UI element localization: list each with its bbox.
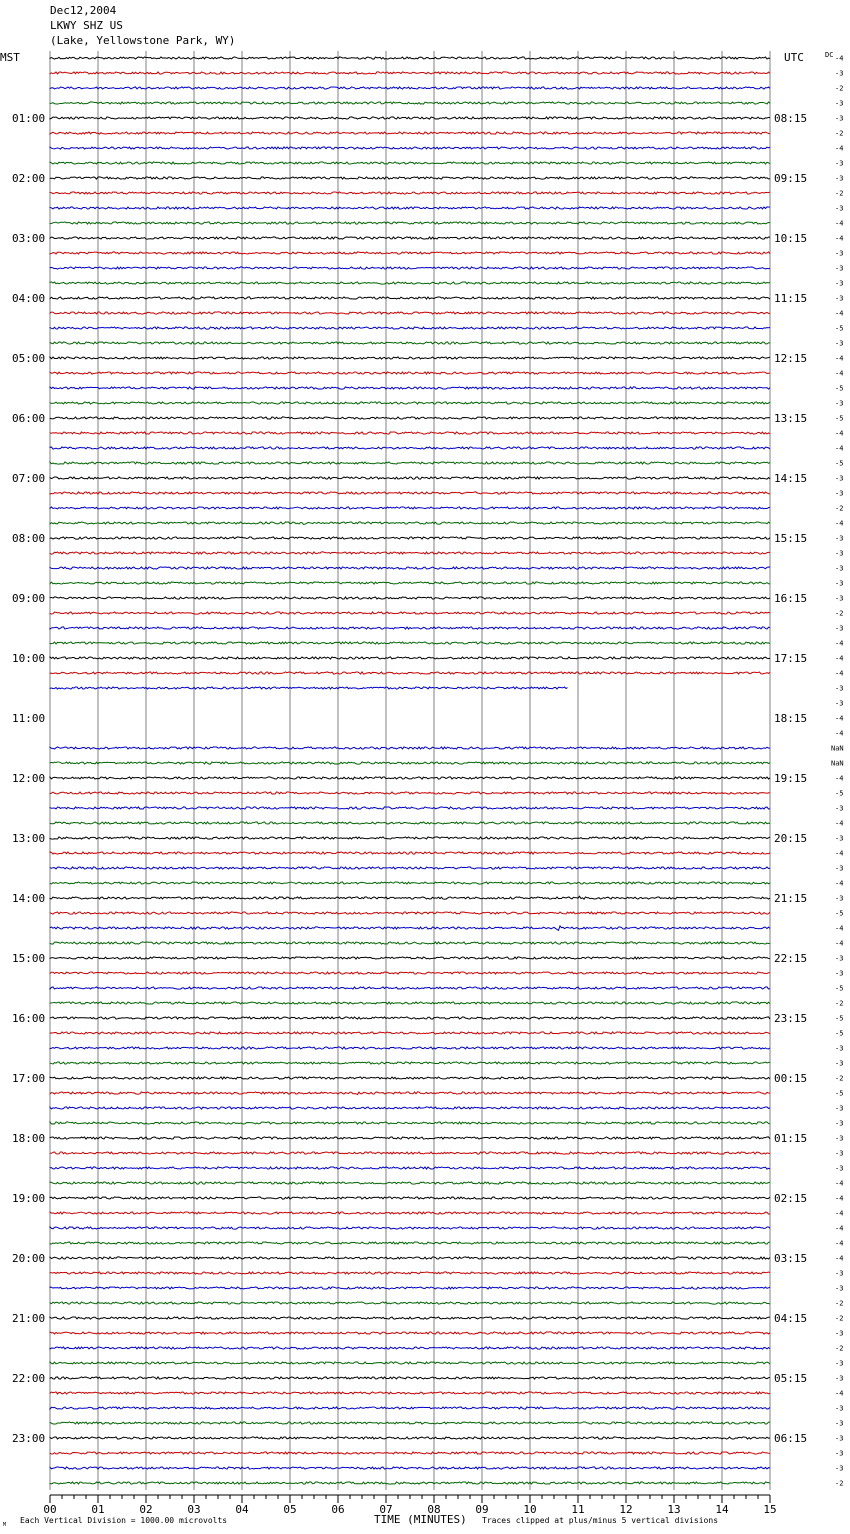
dc-offset-label: -3 bbox=[835, 264, 844, 273]
seismic-trace bbox=[50, 537, 770, 539]
seismic-trace bbox=[50, 912, 770, 914]
seismic-trace bbox=[50, 222, 770, 224]
station-code: LKWY SHZ US bbox=[50, 19, 123, 32]
dc-offset-label: -3 bbox=[835, 1329, 844, 1338]
dc-offset-label: -4 bbox=[835, 669, 844, 678]
hour-label-left: 16:00 bbox=[12, 1012, 46, 1025]
seismic-trace bbox=[50, 1047, 770, 1049]
dc-offset-label: -3 bbox=[835, 159, 844, 168]
dc-offset-label: -3 bbox=[835, 399, 844, 408]
seismic-trace bbox=[50, 1122, 770, 1124]
seismic-trace bbox=[50, 1302, 770, 1304]
x-tick-label: 10 bbox=[523, 1503, 537, 1516]
seismic-trace bbox=[50, 1257, 770, 1259]
hour-label-left: 13:00 bbox=[12, 832, 46, 845]
dc-offset-label: -3 bbox=[835, 534, 844, 543]
dc-offset-label: -4 bbox=[835, 924, 844, 933]
seismic-trace bbox=[50, 597, 770, 599]
seismic-trace bbox=[50, 1227, 770, 1229]
right-axis-label: UTC bbox=[784, 51, 804, 64]
dc-offset-label: -4 bbox=[835, 1194, 844, 1203]
clip-note: Traces clipped at plus/minus 5 vertical divisions bbox=[482, 1516, 719, 1525]
dc-offset-label: -3 bbox=[835, 1269, 844, 1278]
seismic-trace bbox=[50, 567, 770, 569]
dc-offset-label: -4 bbox=[835, 1209, 844, 1218]
dc-offset-label: -4 bbox=[835, 849, 844, 858]
axis-label-group bbox=[0, 51, 844, 1528]
dc-offset-label: -4 bbox=[835, 654, 844, 663]
hour-label-right: 00:15 bbox=[774, 1072, 808, 1085]
hour-label-right: 11:15 bbox=[774, 292, 808, 305]
dc-offset-label: -3 bbox=[835, 1449, 844, 1458]
dc-offset-label: -2 bbox=[835, 129, 844, 138]
seismic-trace bbox=[50, 1062, 770, 1064]
dc-offset-label: -3 bbox=[835, 894, 844, 903]
dc-offset-label: -3 bbox=[835, 549, 844, 558]
dc-offset-label: -5 bbox=[835, 414, 844, 423]
dc-offset-label: -3 bbox=[835, 99, 844, 108]
dc-offset-label: -3 bbox=[835, 1284, 844, 1293]
dc-offset-label: -4 bbox=[835, 444, 844, 453]
seismic-trace bbox=[50, 522, 770, 525]
seismic-trace bbox=[50, 687, 568, 689]
seismic-trace bbox=[50, 57, 770, 59]
seismic-trace bbox=[50, 1287, 770, 1289]
dc-offset-label: -4 bbox=[835, 369, 844, 378]
dc-offset-label: -3 bbox=[835, 1374, 844, 1383]
seismic-trace bbox=[50, 297, 770, 299]
seismic-trace bbox=[50, 237, 770, 239]
dc-offset-label: -2 bbox=[835, 84, 844, 93]
left-axis-label: MST bbox=[0, 51, 20, 64]
dc-offset-label: -3 bbox=[835, 1044, 844, 1053]
seismic-trace bbox=[50, 1452, 770, 1454]
dc-offset-label: -3 bbox=[835, 684, 844, 693]
dc-offset-label: -5 bbox=[835, 789, 844, 798]
hour-label-right: 22:15 bbox=[774, 952, 808, 965]
hour-label-left: 20:00 bbox=[12, 1252, 46, 1265]
dc-offset-label: -3 bbox=[835, 954, 844, 963]
seismic-trace bbox=[50, 327, 770, 329]
seismic-trace bbox=[50, 372, 770, 374]
dc-offset-label: -2 bbox=[835, 999, 844, 1008]
hour-label-left: 02:00 bbox=[12, 172, 46, 185]
seismic-trace bbox=[50, 417, 770, 419]
dc-offset-label: -3 bbox=[835, 804, 844, 813]
hour-label-left: 23:00 bbox=[12, 1432, 46, 1445]
x-tick-label: 05 bbox=[283, 1503, 297, 1516]
dc-offset-label: -3 bbox=[835, 1149, 844, 1158]
seismic-trace bbox=[50, 957, 770, 959]
station-location: (Lake, Yellowstone Park, WY) bbox=[50, 34, 236, 47]
dc-offset-label: -3 bbox=[835, 114, 844, 123]
hour-label-right: 01:15 bbox=[774, 1132, 808, 1145]
seismic-trace bbox=[50, 1467, 770, 1469]
hour-label-left: 07:00 bbox=[12, 472, 46, 485]
hour-label-left: 03:00 bbox=[12, 232, 46, 245]
hour-label-right: 13:15 bbox=[774, 412, 808, 425]
dc-offset-label: -2 bbox=[835, 189, 844, 198]
dc-offset-label: -4 bbox=[835, 879, 844, 888]
seismic-trace bbox=[50, 1137, 770, 1139]
dc-offset-label: -3 bbox=[835, 1359, 844, 1368]
dc-offset-label: -3 bbox=[835, 834, 844, 843]
dc-offset-label: -4 bbox=[835, 774, 844, 783]
hour-label-left: 15:00 bbox=[12, 952, 46, 965]
seismic-trace bbox=[50, 492, 770, 494]
hour-label-left: 22:00 bbox=[12, 1372, 46, 1385]
hour-label-right: 08:15 bbox=[774, 112, 808, 125]
dc-offset-label: -3 bbox=[835, 1419, 844, 1428]
seismic-trace bbox=[50, 1392, 770, 1394]
x-axis-title: TIME (MINUTES) bbox=[374, 1513, 467, 1526]
dc-offset-label: -3 bbox=[835, 1164, 844, 1173]
dc-offset-label: -2 bbox=[835, 1479, 844, 1488]
seismic-trace bbox=[50, 507, 770, 509]
seismic-trace bbox=[50, 1482, 770, 1484]
seismic-trace bbox=[50, 837, 770, 839]
hour-label-left: 10:00 bbox=[12, 652, 46, 665]
seismic-trace bbox=[50, 1197, 770, 1199]
dc-offset-label: -4 bbox=[835, 234, 844, 243]
dc-offset-label: -3 bbox=[835, 69, 844, 78]
dc-offset-label: -3 bbox=[835, 1119, 844, 1128]
dc-offset-label: -2 bbox=[835, 1299, 844, 1308]
hour-label-left: 17:00 bbox=[12, 1072, 46, 1085]
dc-offset-label: -3 bbox=[835, 1059, 844, 1068]
seismic-trace bbox=[50, 267, 770, 269]
hour-label-right: 17:15 bbox=[774, 652, 808, 665]
seismic-trace bbox=[50, 87, 770, 89]
seismic-trace bbox=[50, 1017, 770, 1019]
dc-offset-label: -2 bbox=[835, 609, 844, 618]
seismic-trace bbox=[50, 867, 770, 869]
dc-offset-label: -3 bbox=[835, 294, 844, 303]
seismic-trace bbox=[50, 1422, 770, 1424]
seismic-trace bbox=[50, 1167, 770, 1169]
dc-offset-label: -4 bbox=[835, 309, 844, 318]
dc-offset-label: -5 bbox=[835, 459, 844, 468]
seismic-trace bbox=[50, 1002, 770, 1004]
hour-label-right: 12:15 bbox=[774, 352, 808, 365]
hour-label-left: 18:00 bbox=[12, 1132, 46, 1145]
hour-label-right: 03:15 bbox=[774, 1252, 808, 1265]
hour-label-right: 06:15 bbox=[774, 1432, 808, 1445]
hour-label-left: 01:00 bbox=[12, 112, 46, 125]
dc-offset-label: -3 bbox=[835, 339, 844, 348]
dc-offset-label: -3 bbox=[835, 1434, 844, 1443]
dc-offset-label: -3 bbox=[835, 489, 844, 498]
dc-offset-label: -3 bbox=[835, 174, 844, 183]
seismic-trace bbox=[50, 762, 770, 764]
dc-offset-label: -3 bbox=[835, 1134, 844, 1143]
x-tick-label: 15 bbox=[763, 1503, 777, 1516]
hour-label-right: 05:15 bbox=[774, 1372, 808, 1385]
dc-offset-label: -4 bbox=[835, 1254, 844, 1263]
dc-label: DC bbox=[825, 51, 834, 59]
x-tick-label: 06 bbox=[331, 1503, 345, 1516]
seismic-trace bbox=[50, 1377, 770, 1379]
seismic-trace bbox=[50, 192, 770, 194]
dc-offset-label: -4 bbox=[835, 639, 844, 648]
x-tick-label: 01 bbox=[91, 1503, 105, 1516]
dc-offset-label: -5 bbox=[835, 1014, 844, 1023]
dc-offset-label: -4 bbox=[835, 714, 844, 723]
dc-offset-label: -4 bbox=[835, 354, 844, 363]
seismic-trace bbox=[50, 1077, 770, 1079]
dc-offset-label: -4 bbox=[835, 519, 844, 528]
seismic-trace bbox=[50, 882, 770, 884]
dc-offset-label: -4 bbox=[835, 54, 844, 63]
seismic-trace bbox=[50, 132, 770, 134]
hour-label-left: 04:00 bbox=[12, 292, 46, 305]
dc-offset-label: -3 bbox=[835, 249, 844, 258]
seismic-trace bbox=[50, 807, 770, 809]
seismic-trace bbox=[50, 312, 770, 314]
x-tick-label: 13 bbox=[667, 1503, 681, 1516]
dc-offset-label: -2 bbox=[835, 504, 844, 513]
dc-offset-label: -3 bbox=[835, 204, 844, 213]
x-tick-label: 00 bbox=[43, 1503, 57, 1516]
seismic-trace bbox=[50, 926, 770, 930]
hour-label-left: 12:00 bbox=[12, 772, 46, 785]
seismic-trace bbox=[50, 282, 770, 284]
dc-offset-label: -3 bbox=[835, 474, 844, 483]
dc-offset-label: -3 bbox=[835, 699, 844, 708]
dc-offset-label: -2 bbox=[835, 1314, 844, 1323]
dc-offset-label: -4 bbox=[835, 729, 844, 738]
seismic-trace bbox=[50, 747, 770, 749]
hour-label-right: 10:15 bbox=[774, 232, 808, 245]
seismic-trace bbox=[50, 1032, 770, 1034]
seismic-trace bbox=[50, 792, 770, 794]
dc-offset-label: -3 bbox=[835, 594, 844, 603]
dc-offset-label: -3 bbox=[835, 1104, 844, 1113]
dc-offset-label: -4 bbox=[835, 1179, 844, 1188]
seismic-trace bbox=[50, 252, 770, 254]
hour-label-right: 09:15 bbox=[774, 172, 808, 185]
seismic-trace bbox=[50, 582, 770, 584]
chart-date: Dec12,2004 bbox=[50, 4, 117, 17]
seismic-trace bbox=[50, 627, 770, 629]
x-tick-label: 11 bbox=[571, 1503, 585, 1516]
trace-group bbox=[50, 57, 770, 1484]
seismic-trace bbox=[50, 1182, 770, 1184]
hour-label-left: 14:00 bbox=[12, 892, 46, 905]
seismic-trace bbox=[50, 1152, 770, 1154]
seismic-trace bbox=[50, 657, 770, 659]
dc-offset-label: -5 bbox=[835, 984, 844, 993]
dc-offset-label: -3 bbox=[835, 279, 844, 288]
seismic-trace bbox=[50, 342, 770, 344]
hour-label-left: 09:00 bbox=[12, 592, 46, 605]
dc-offset-label: NaN bbox=[831, 759, 844, 768]
dc-offset-label: -3 bbox=[835, 1404, 844, 1413]
dc-offset-label: -4 bbox=[835, 429, 844, 438]
dc-offset-label: -3 bbox=[835, 564, 844, 573]
seismic-trace bbox=[50, 1347, 770, 1349]
dc-offset-label: -3 bbox=[835, 579, 844, 588]
seismic-trace bbox=[50, 1332, 770, 1334]
dc-offset-label: -5 bbox=[835, 1089, 844, 1098]
hour-label-left: 08:00 bbox=[12, 532, 46, 545]
hour-label-left: 05:00 bbox=[12, 352, 46, 365]
hour-label-right: 21:15 bbox=[774, 892, 808, 905]
dc-offset-label: -4 bbox=[835, 144, 844, 153]
hour-label-right: 19:15 bbox=[774, 772, 808, 785]
scale-note: Each Vertical Division = 1000.00 microvolts bbox=[20, 1516, 228, 1525]
dc-offset-label: -5 bbox=[835, 909, 844, 918]
seismic-trace bbox=[50, 642, 770, 644]
dc-offset-label: NaN bbox=[831, 744, 844, 753]
dc-offset-label: -4 bbox=[835, 939, 844, 948]
dc-offset-label: -5 bbox=[835, 324, 844, 333]
seismic-trace bbox=[50, 1107, 770, 1109]
x-tick-label: 03 bbox=[187, 1503, 201, 1516]
hour-label-left: 06:00 bbox=[12, 412, 46, 425]
seismic-trace bbox=[50, 1407, 770, 1409]
corner-mark: M bbox=[3, 1522, 7, 1528]
hour-label-left: 19:00 bbox=[12, 1192, 46, 1205]
hour-label-right: 23:15 bbox=[774, 1012, 808, 1025]
seismic-trace bbox=[50, 357, 770, 359]
seismic-trace bbox=[50, 1317, 770, 1319]
hour-label-right: 15:15 bbox=[774, 532, 808, 545]
x-tick-label: 09 bbox=[475, 1503, 489, 1516]
seismic-trace bbox=[50, 1272, 770, 1274]
seismic-trace bbox=[50, 162, 770, 164]
seismic-trace bbox=[50, 942, 770, 944]
seismic-trace bbox=[50, 612, 770, 614]
seismic-trace bbox=[50, 1362, 770, 1364]
dc-offset-label: -4 bbox=[835, 1224, 844, 1233]
dc-offset-label: -4 bbox=[835, 219, 844, 228]
seismic-trace bbox=[50, 432, 770, 434]
seismic-trace bbox=[50, 552, 770, 554]
x-tick-label: 04 bbox=[235, 1503, 249, 1516]
seismic-trace bbox=[50, 147, 770, 149]
hour-label-right: 16:15 bbox=[774, 592, 808, 605]
seismic-trace bbox=[50, 1092, 770, 1095]
seismic-trace bbox=[50, 477, 770, 479]
dc-offset-label: -3 bbox=[835, 1464, 844, 1473]
seismic-trace bbox=[50, 72, 770, 74]
hour-label-left: 11:00 bbox=[12, 712, 46, 725]
seismic-trace bbox=[50, 672, 770, 674]
seismic-trace bbox=[50, 777, 770, 780]
x-tick-label: 12 bbox=[619, 1503, 633, 1516]
hour-label-right: 18:15 bbox=[774, 712, 808, 725]
seismic-trace bbox=[50, 822, 770, 824]
dc-offset-label: -2 bbox=[835, 1344, 844, 1353]
seismic-trace bbox=[50, 462, 770, 464]
hour-label-right: 20:15 bbox=[774, 832, 808, 845]
hour-label-right: 14:15 bbox=[774, 472, 808, 485]
dc-offset-label: -4 bbox=[835, 1239, 844, 1248]
seismic-trace bbox=[50, 117, 770, 119]
dc-offset-label: -4 bbox=[835, 1389, 844, 1398]
dc-offset-label: -3 bbox=[835, 969, 844, 978]
seismic-trace bbox=[50, 207, 770, 209]
dc-offset-label: -2 bbox=[835, 1074, 844, 1083]
hour-label-right: 04:15 bbox=[774, 1312, 808, 1325]
seismic-trace bbox=[50, 1437, 770, 1439]
x-tick-label: 02 bbox=[139, 1503, 153, 1516]
seismic-trace bbox=[50, 852, 770, 854]
dc-offset-label: -3 bbox=[835, 624, 844, 633]
seismic-trace bbox=[50, 447, 770, 449]
seismic-trace bbox=[50, 972, 770, 974]
seismic-trace bbox=[50, 387, 770, 389]
seismic-trace bbox=[50, 1242, 770, 1244]
seismic-trace bbox=[50, 987, 770, 989]
seismic-trace bbox=[50, 1212, 770, 1214]
x-tick-label: 08 bbox=[427, 1503, 441, 1516]
seismic-trace bbox=[50, 896, 770, 899]
dc-offset-label: -3 bbox=[835, 864, 844, 873]
x-tick-label: 14 bbox=[715, 1503, 729, 1516]
dc-offset-label: -5 bbox=[835, 1029, 844, 1038]
hour-label-left: 21:00 bbox=[12, 1312, 46, 1325]
x-tick-label: 07 bbox=[379, 1503, 393, 1516]
seismic-trace bbox=[50, 177, 770, 179]
seismic-trace bbox=[50, 102, 770, 104]
dc-offset-label: -4 bbox=[835, 819, 844, 828]
seismic-trace bbox=[50, 402, 770, 404]
hour-label-right: 02:15 bbox=[774, 1192, 808, 1205]
dc-offset-label: -5 bbox=[835, 384, 844, 393]
